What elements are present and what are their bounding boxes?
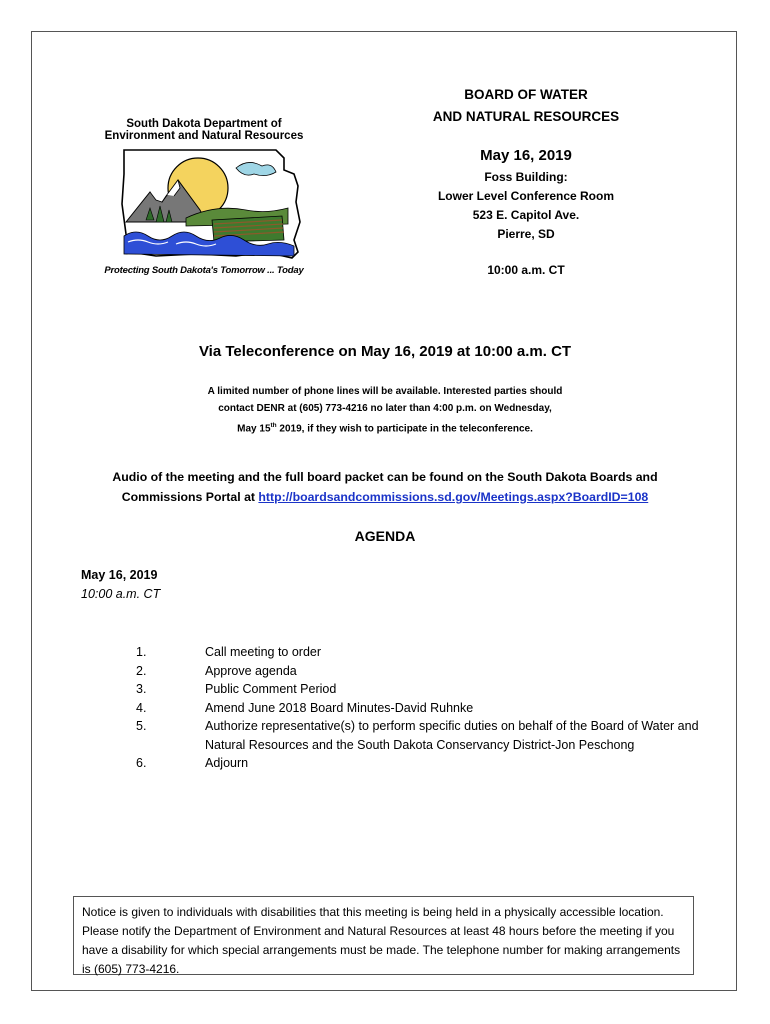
agenda-item-number: 2. <box>136 663 147 678</box>
audio-notice-line1: Audio of the meeting and the full board packet can be found on the South Dakota Boards and <box>112 470 658 484</box>
phone-lines-date: May 15 <box>237 423 271 435</box>
logo-department-line1: South Dakota Department of <box>126 118 282 130</box>
denr-logo <box>88 112 320 282</box>
agenda-item-number: 4. <box>136 700 147 715</box>
board-title-line1: BOARD OF WATER <box>464 87 588 102</box>
agenda-date: May 16, 2019 <box>81 568 158 582</box>
agenda-heading: AGENDA <box>354 528 416 544</box>
agenda-item-text: Call meeting to order <box>205 645 322 659</box>
audio-notice-prefix: Commissions Portal at <box>121 490 259 504</box>
date-ordinal-suffix: th <box>270 422 277 429</box>
agenda-item-text: Amend June 2018 Board Minutes-David Ruhnke <box>205 700 474 715</box>
audio-packet-notice <box>70 467 700 507</box>
agenda-item <box>100 643 700 662</box>
teleconference-heading: Via Teleconference on May 16, 2019 at 10:00 a.m. CT <box>198 343 572 360</box>
venue-room: Lower Level Conference Room <box>437 189 615 203</box>
disability-notice: Notice is given to individuals with disabilities that this meeting is being held in a physically accessible location. Please notify the Department of Environment and Natural Resources at least 48 hours before the meeting if you have a disability for which special arrangements must be made. The telephone number for making arrangements is (605) 773-4216. <box>73 896 694 975</box>
agenda-item <box>100 680 700 699</box>
agenda-item-text: Public Comment Period <box>205 682 337 696</box>
logo-department-line2: Environment and Natural Resources <box>104 130 304 142</box>
agenda-item <box>100 754 700 773</box>
venue-building: Foss Building: <box>484 170 568 184</box>
meeting-date: May 16, 2019 <box>480 147 572 164</box>
phone-lines-text-1: A limited number of phone lines will be available. Interested parties should <box>207 386 563 397</box>
venue-info <box>400 168 652 244</box>
meeting-header <box>400 84 652 277</box>
phone-lines-notice <box>0 383 770 437</box>
south-dakota-map-icon <box>116 144 301 262</box>
agenda-item-number: 6. <box>136 756 147 770</box>
agenda-item <box>100 662 700 681</box>
agenda-time: 10:00 a.m. CT <box>81 587 161 601</box>
phone-lines-text-3-end: 2019, if they wish to participate in the teleconference. <box>276 423 533 435</box>
logo-tagline: Protecting South Dakota's Tomorrow ... Today <box>104 265 304 276</box>
agenda-item-text: Adjourn <box>205 756 249 770</box>
agenda-item <box>100 717 700 754</box>
venue-city: Pierre, SD <box>497 227 555 241</box>
agenda-item-number: 5. <box>136 719 147 733</box>
phone-lines-text-2: contact DENR at (605) 773-4216 no later than 4:00 p.m. on Wednesday, <box>218 403 552 414</box>
board-title-line2: AND NATURAL RESOURCES <box>432 109 620 124</box>
agenda-list <box>100 643 700 773</box>
agenda-item-number: 3. <box>136 682 147 696</box>
agenda-item-text: Authorize representative(s) to perform specific duties on behalf of the Board of Water and Natural Resources and the South Dakota Conservancy District-Jon Peschong <box>205 719 699 752</box>
venue-address: 523 E. Capitol Ave. <box>472 208 580 222</box>
agenda-item-text: Approve agenda <box>205 663 297 678</box>
audio-notice-line2 <box>70 487 700 507</box>
agenda-item <box>100 699 700 718</box>
agenda-item-number: 1. <box>136 645 147 659</box>
meeting-time: 10:00 a.m. CT <box>487 263 565 277</box>
phone-lines-text-3 <box>0 417 770 437</box>
boards-commissions-portal-link[interactable]: http://boardsandcommissions.sd.gov/Meetings.aspx?BoardID=108 <box>258 490 649 504</box>
